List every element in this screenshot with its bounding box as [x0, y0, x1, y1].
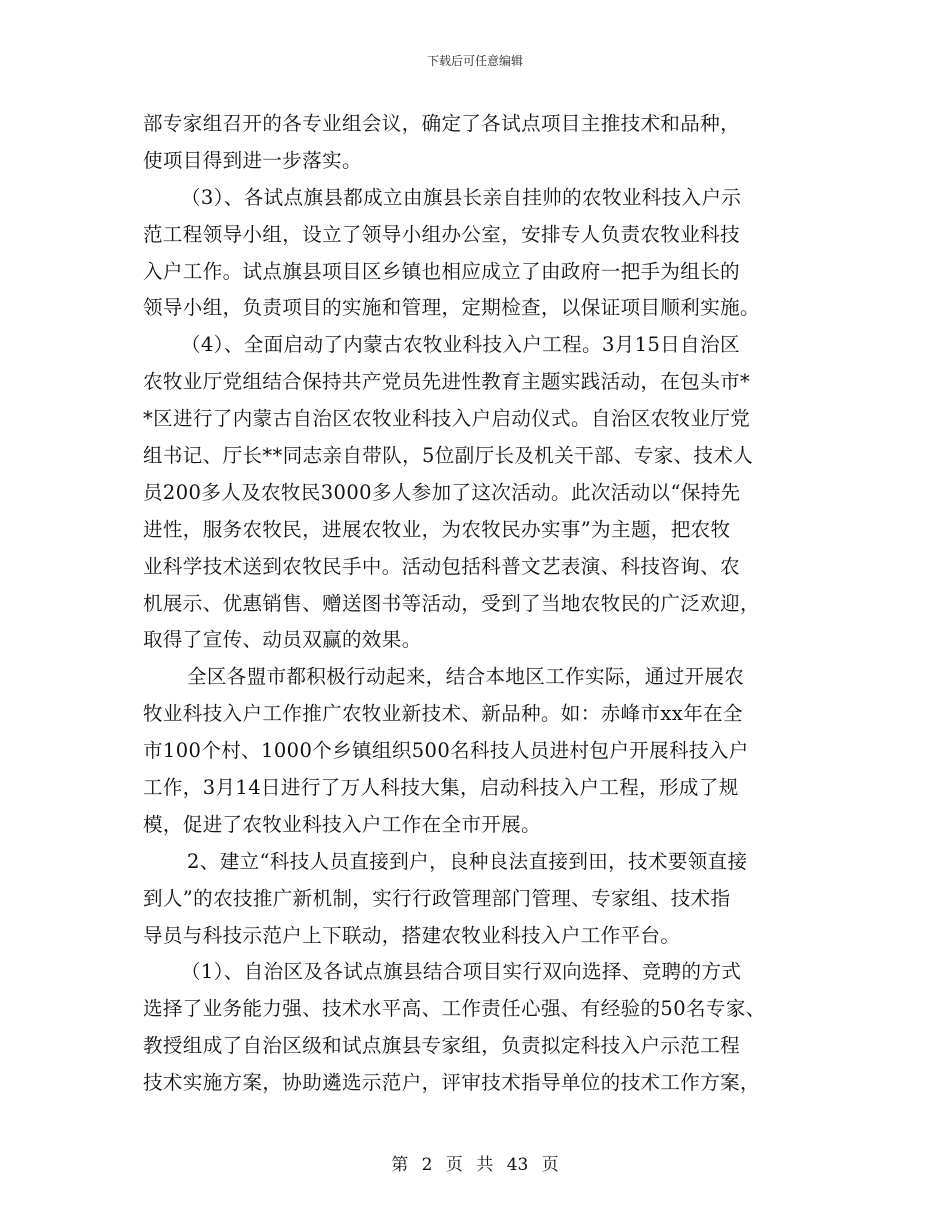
text-line: 进性，服务农牧民，进展农牧业，为农牧民办实事”为主题，把农牧 — [143, 517, 731, 541]
text-line: 牧业科技入户工作推广农牧业新技术、新品种。如：赤峰市xx年在全 — [143, 702, 743, 726]
page-number-footer: 第 2 页 共 43 页 — [391, 1155, 559, 1175]
text-line: 范工程领导小组，设立了领导小组办公室，安排专人负责农牧业科技 — [143, 222, 741, 246]
text-line: 组书记、厅长**同志亲自带队，5位副厅长及机关干部、专家、技术人 — [143, 444, 754, 468]
text-line: （4）、全面启动了内蒙古农牧业科技入户工程。3月15日自治区 — [181, 333, 740, 357]
text-line: 教授组成了自治区级和试点旗县专家组，负责拟定科技入户示范工程 — [143, 1034, 741, 1058]
text-line: 选择了业务能力强、技术水平高、工作责任心强、有经验的50名专家、 — [143, 997, 766, 1021]
page-header: 下载后可任意编辑 — [426, 54, 523, 68]
text-line: 取得了宣传、动员双赢的效果。 — [143, 628, 422, 652]
text-line: 入户工作。试点旗县项目区乡镇也相应成立了由政府一把手为组长的 — [143, 259, 741, 283]
text-line: 模，促进了农牧业科技入户工作在全市开展。 — [143, 812, 542, 836]
text-line: 导员与科技示范户上下联动，搭建农牧业科技入户工作平台。 — [143, 923, 681, 947]
text-line: 技术实施方案，协助遴选示范户，评审技术指导单位的技术工作方案， — [143, 1071, 760, 1095]
text-line: 业科学技术送到农牧民手中。活动包括科普文艺表演、科技咨询、农 — [143, 554, 741, 578]
text-line: 市100个村、1000个乡镇组织500名科技人员进村包户开展科技入户 — [143, 739, 749, 763]
text-line: 员200多人及农牧民3000多人参加了这次活动。此次活动以“保持先 — [143, 480, 741, 504]
text-line: 全区各盟市都积极行动起来，结合本地区工作实际，通过开展农 — [187, 665, 745, 689]
text-line: （3）、各试点旗县都成立由旗县长亲自挂帅的农牧业科技入户示 — [181, 185, 742, 209]
text-line: 使项目得到进一步落实。 — [143, 148, 362, 172]
text-line: 工作，3月14日进行了万人科技大集，启动科技入户工程，形成了规 — [143, 776, 739, 800]
text-line: （1）、自治区及各试点旗县结合项目实行双向选择、竞聘的方式 — [181, 960, 742, 984]
text-line: 部专家组召开的各专业组会议，确定了各试点项目主推技术和品种， — [143, 112, 741, 135]
text-line: *区进行了内蒙古自治区农牧业科技入户启动仪式。自治区农牧业厅党 — [143, 407, 751, 431]
text-line: 2、建立“科技人员直接到户，良种良法直接到田，技术要领直接 — [187, 849, 748, 873]
text-line: 领导小组，负责项目的实施和管理，定期检查，以保证项目顺利实施。 — [143, 296, 760, 320]
body-text — [143, 106, 823, 1102]
text-line: 农牧业厅党组结合保持共产党员先进性教育主题实践活动，在包头市* — [143, 370, 751, 394]
text-line: 机展示、优惠销售、赠送图书等活动，受到了当地农牧民的广泛欢迎， — [143, 591, 760, 615]
text-line: 到人”的农技推广新机制，实行行政管理部门管理、专家组、技术指 — [143, 886, 731, 910]
